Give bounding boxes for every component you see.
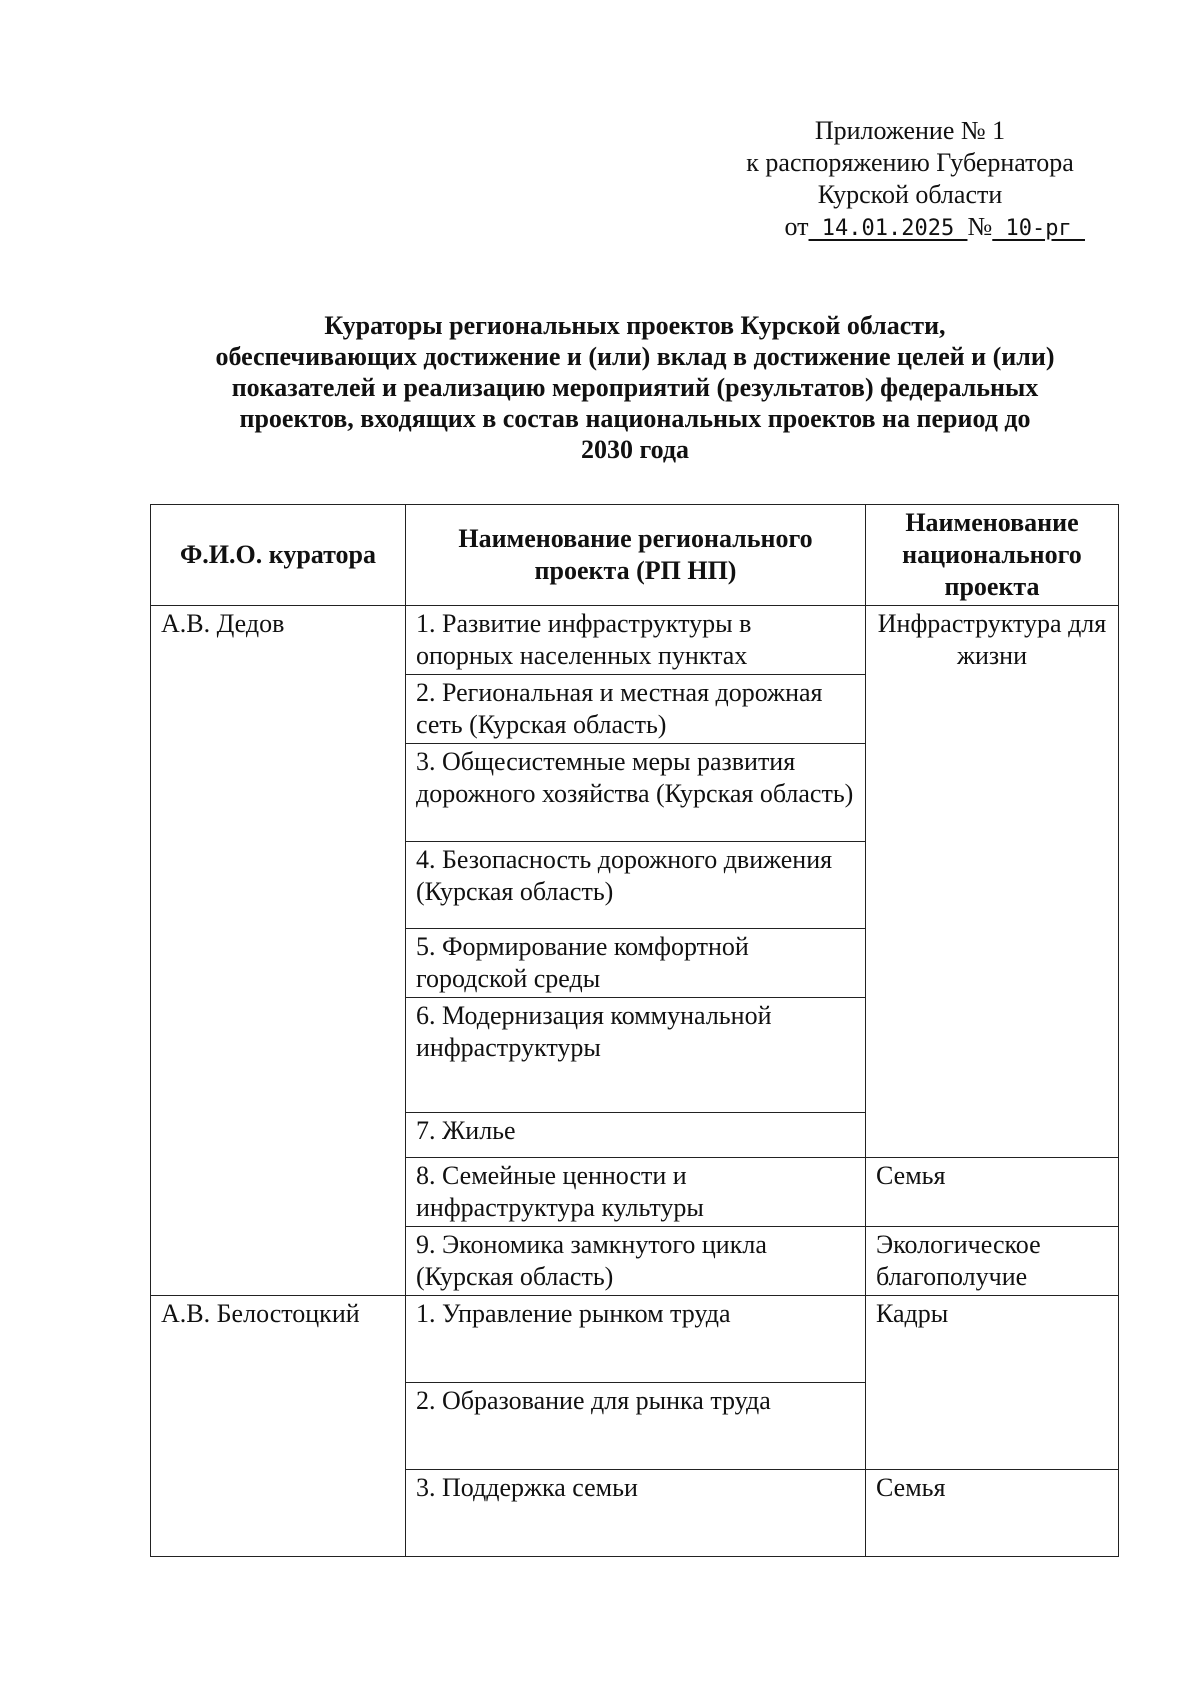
regional-project-cell: 3. Поддержка семьи [406, 1470, 866, 1557]
regional-project-cell: 1. Управление рынком труда [406, 1296, 866, 1383]
title-line: Кураторы региональных проектов Курской области, [324, 311, 946, 340]
header-curator: Ф.И.О. куратора [151, 505, 406, 606]
annex-region: Курской области [817, 180, 1003, 209]
regional-project-cell: 4. Безопасность дорожного движения (Курская область) [406, 842, 866, 929]
national-project-cell: Семья [866, 1158, 1119, 1227]
regional-project-cell: 2. Образование для рынка труда [406, 1383, 866, 1470]
number-prefix: № [967, 212, 993, 241]
regional-project-cell: 9. Экономика замкнутого цикла (Курская область) [406, 1227, 866, 1296]
title-line: показателей и реализацию мероприятий (результатов) федеральных [231, 373, 1039, 402]
regional-project-cell: 1. Развитие инфраструктуры в опорных населенных пунктах [406, 606, 866, 675]
table-row [151, 1296, 1119, 1383]
annex-header [700, 115, 1120, 245]
date-prefix: от [784, 212, 809, 241]
title-line: проектов, входящих в состав национальных проектов на период до [239, 404, 1031, 433]
national-project-cell: Инфраструктура для жизни [866, 606, 1119, 1158]
title-line: обеспечивающих достижение и (или) вклад в достижение целей и (или) [215, 342, 1055, 371]
regional-project-cell: 2. Региональная и местная дорожная сеть (Курская область) [406, 675, 866, 744]
date-value: 14.01.2025 [808, 216, 968, 241]
curator-cell: А.В. Дедов [151, 606, 406, 1296]
document-title [150, 310, 1120, 465]
table-header-row [151, 505, 1119, 606]
curators-table [150, 504, 1119, 1557]
national-project-cell: Экологическое благополучие [866, 1227, 1119, 1296]
number-value: 10-рг [992, 216, 1085, 241]
annex-date-line [700, 211, 1120, 245]
curator-cell: А.В. Белостоцкий [151, 1296, 406, 1557]
regional-project-cell: 3. Общесистемные меры развития дорожного хозяйства (Курская область) [406, 744, 866, 842]
regional-project-cell: 5. Формирование комфортной городской среды [406, 929, 866, 998]
table-row [151, 606, 1119, 675]
title-line: 2030 года [580, 435, 690, 464]
regional-project-cell: 7. Жилье [406, 1113, 866, 1158]
annex-reference: к распоряжению Губернатора [746, 148, 1074, 177]
national-project-cell: Кадры [866, 1296, 1119, 1470]
national-project-cell: Семья [866, 1470, 1119, 1557]
regional-project-cell: 6. Модернизация коммунальной инфраструктуры [406, 998, 866, 1113]
annex-title: Приложение № 1 [814, 116, 1006, 145]
header-national-project: Наименование национального проекта [866, 505, 1119, 606]
regional-project-cell: 8. Семейные ценности и инфраструктура культуры [406, 1158, 866, 1227]
header-regional-project: Наименование регионального проекта (РП НП) [406, 505, 866, 606]
